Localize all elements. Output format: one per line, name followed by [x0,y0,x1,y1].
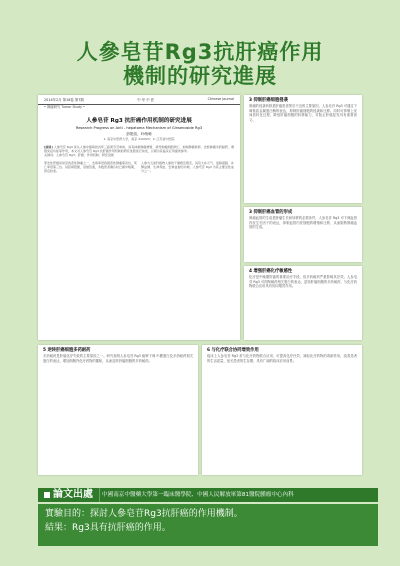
paper-body [38,161,240,174]
paper-title: 人參皂苷 Rg3 抗肝癌作用机制的研究进展 [86,118,192,124]
source-text: 中國南京中醫藥大學第一臨床醫學院、中國人民解放軍第81醫院腫瘤中心內科 [99,488,378,502]
section-heading: 4 增强肝癌化疗敏感性 [249,269,293,274]
source-label-box [38,488,99,502]
paper-title-en: Research Progress on Anti - hepatoma Mechanism of Ginsenoside Rg3 [75,126,203,130]
section-text: 肿瘤血管的生成是肿瘤生长和转移的必要条件，人参皂苷 Rg3 可下调血管内皮生长因子的表达，抑制血管内皮细胞的增殖和迁移，从而阻断肿瘤血管的生成。 [249,216,357,230]
poster-title [0,40,400,88]
section-panel-3 [244,266,362,340]
paper-page [38,95,240,340]
abstract-text: 人参皂苷 Rg3 是从人参中提取的四环三萜类皂苷单体，具有抑制肿瘤增殖、诱导肿瘤细胞凋亡、抑制肿瘤转移、逆转肿瘤多药耐药、增强免疫功能等作用，本文对人参皂苷 Rg3 抗肝癌作用机制的研究进展进行综述，以期为其临床应用提供参考。 [44,145,234,154]
paper-affiliation: 1. 南京中医药大学，南京 210023；2. 江苏省中医院 [103,137,175,141]
conclusion-purpose: 實驗目的：探討人參皂苷Rg3抗肝癌的作用機制。 [45,509,243,519]
section-heading: 3 抑制肝癌血管的形成 [249,210,293,215]
title-line-1: 人參皂苷Rg3抗肝癌作用 [76,40,324,64]
section-panel-5 [202,345,362,475]
paper-header-center: 中 华 中 医 [137,98,155,102]
paper-header-right: Chinese Journal [207,97,234,101]
section-heading: 5 逆转肝癌细胞多药耐药 [43,348,91,353]
paper-col-left: 原发性肝癌是常见的恶性肿瘤之一，发病率居我国恶性肿瘤第四位，死亡率居第三位。其起病隐匿，进展迅速，多数患者确诊时已属中晚期，预后较差。 [44,160,138,174]
abstract-label: [摘要] [44,145,53,149]
section-text: 临床上人参皂苷 Rg3 常与化疗药物联合应用，可提高化疗疗效，减轻化疗药物的毒副作用，改善患者的生活质量，延长患者的生存期，具有广阔的临床应用前景。 [207,354,357,363]
section-text: 多药耐药是肝癌化疗失败的主要原因之一。研究表明人参皂苷 Rg3 能够下调 P-糖蛋白及多药耐药相关蛋白的表达，增加细胞内化疗药物的蓄积，从而逆转肝癌细胞的多药耐药。 [43,354,193,363]
conclusion-result: 結果：Rg3具有抗肝癌的作用。 [45,523,171,533]
conclusion-box [38,504,378,546]
paper-keywords: 关键词：人參皂苷 Rg3；肝癌；作用机制；研究进展 [44,153,114,158]
paper-header [38,95,240,105]
title-line-2: 機制的研究進展 [123,64,277,88]
square-icon [44,492,50,498]
section-heading: 3 抑制肝癌细胞侵袭 [249,98,288,103]
paper-authors: 彭艳苗，叶萌萌 [126,132,152,136]
section-panel-4 [38,345,198,475]
source-bar [38,488,378,502]
section-panel-2 [244,207,362,262]
paper-col-right: 人参为五加科植物人参的干燥根及根茎，具有大补元气、复脉固脱、补脾益肺、生津养血、安神益智的功效。人参皂苷 Rg3 为其主要活性成分之一。 [141,160,235,174]
section-text: 肿瘤的侵袭转移是肝癌患者预后不良的主要原因，人参皂苷 Rg3 可通过下调基质金属蛋白酶的表达，抑制肝癌细胞的侵袭和迁移。同时可抑制上皮间质转化过程，降低肝癌细胞的转移能力，对阻止肝癌复发具有重要意义。 [249,104,357,123]
section-panel-1 [244,95,362,203]
paper-header-left: 2014年2月 第18卷 第7期 [44,98,84,102]
paper-tag: • 肿瘤研究 Tumor Study • [44,105,85,109]
source-label: 論文出處 [53,489,93,500]
section-heading: 6 与化疗联合协同增效作用 [207,348,259,353]
section-text: 化疗是中晚期肝癌的重要治疗手段，但多药耐药严重影响其疗效。人参皂苷 Rg3 可抑制耐药相关蛋白的表达，逆转肝癌细胞的多药耐药，与化疗药物联合应用具有协同增效作用。 [249,275,357,289]
